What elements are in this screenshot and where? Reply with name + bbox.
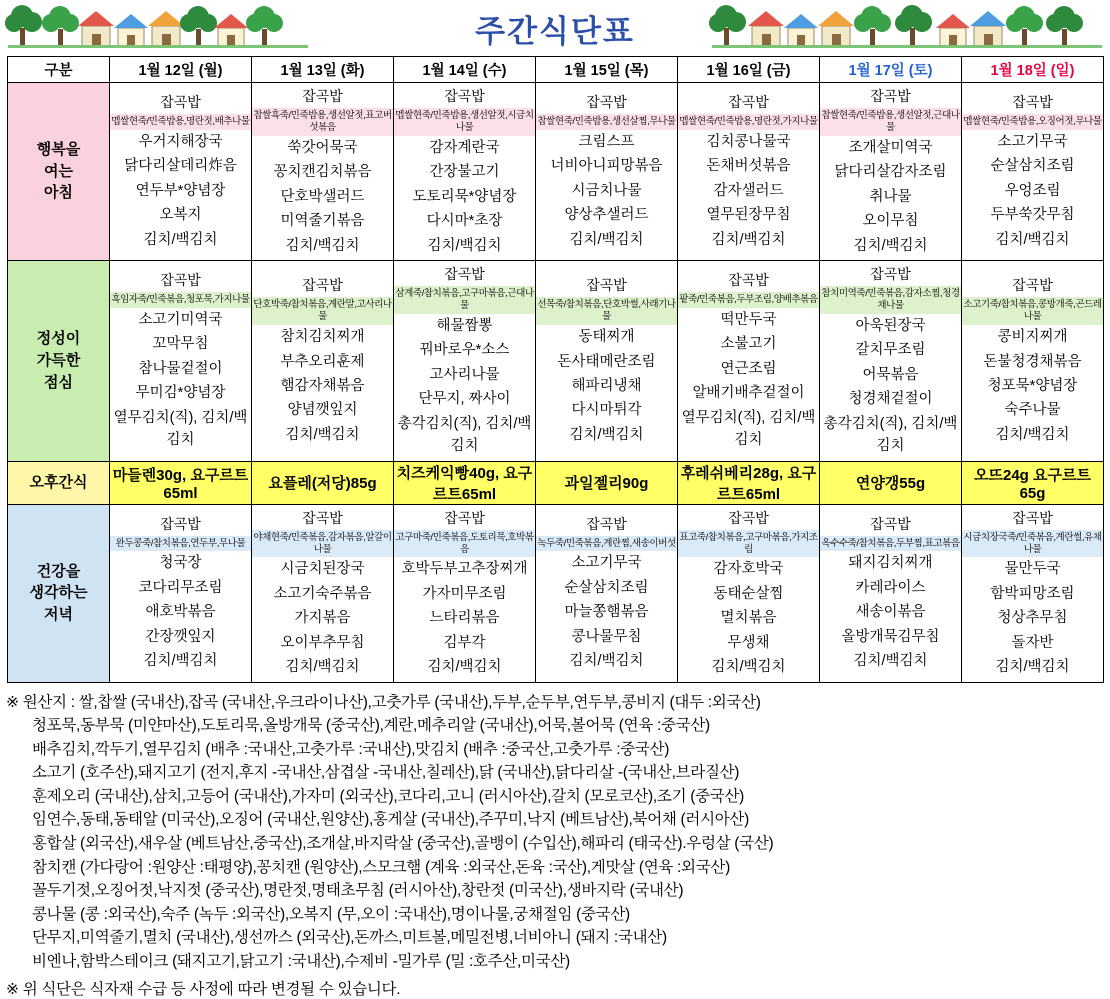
rice-label: 잡곡밥: [728, 509, 769, 526]
snack-cell-sun: 오뜨24g 요구르트65g: [962, 461, 1104, 504]
dish: 아욱된장국: [855, 317, 926, 334]
alternate-menu: 멥쌀현죽/민죽밥용,생선알젓,시금치나물: [394, 108, 535, 136]
rice-label: 잡곡밥: [586, 93, 627, 110]
dish: 참치김치찌개: [280, 329, 365, 346]
lunch-row: [8, 261, 1104, 462]
dish: 해물짬뽕: [436, 317, 493, 334]
snack-cell-thu: 과일젤리90g: [536, 461, 678, 504]
dish: 간장깻잎지: [145, 628, 216, 645]
dish: 소고기무국: [571, 555, 642, 572]
rice-label: 잡곡밥: [302, 277, 343, 294]
lunch-cell-sat: [820, 261, 962, 462]
rice-label: 잡곡밥: [160, 272, 201, 289]
alternate-menu: 단호박죽/참치볶음,계란말,고사리나물: [252, 297, 393, 325]
dish: 갈치무조림: [855, 342, 926, 359]
dish: 너비아니피망볶음: [550, 158, 663, 175]
dish: 청상추무침: [997, 610, 1068, 627]
dish: 두부쑥갓무침: [990, 207, 1075, 224]
dish: 동태순살찜: [713, 585, 784, 602]
dish: 쑥갓어묵국: [287, 139, 358, 156]
dish: 연두부*양념장: [135, 182, 226, 199]
dish: 돌자반: [1011, 634, 1054, 651]
snack-cell-wed: 치즈케익빵40g, 요구르트65ml: [394, 461, 536, 504]
origin-line: 홍합살 (외국산),새우살 (베트남산,중국산),조개살,바지락살 (중국산),골뱅이 (수입산),해파리 (태국산).우렁살 (국산): [32, 835, 774, 853]
dish: 참나물겉절이: [138, 360, 223, 377]
dish: 취나물: [869, 188, 912, 205]
dish: 김치/백김치: [285, 237, 360, 254]
dish: 총각김치(직), 김치/백김치: [397, 415, 532, 455]
dish: 열무김치(직), 김치/백김치: [681, 409, 816, 449]
dish: 김치/백김치: [569, 426, 644, 443]
origin-line: 배추김치,깍두기,열무김치 (배추 :국내산,고춧가루 :국내산),맛김치 (배추 :중국산,고춧가루 :중국산): [32, 740, 670, 758]
alternate-menu: 야채현죽/민죽볶음,감자볶음,알갈이나물: [252, 530, 393, 558]
rice-label: 잡곡밥: [870, 515, 911, 532]
rice-label: 잡곡밥: [870, 88, 911, 104]
dinner-cell-mon: [110, 504, 252, 682]
rice-label: 잡곡밥: [1012, 509, 1053, 526]
alternate-menu: 삼계죽/참치볶음,고구마볶음,근대나물: [394, 286, 535, 314]
dish: 도토리묵*양념장: [412, 188, 517, 205]
dish: 시금치된장국: [280, 561, 365, 578]
dish: 시금치나물: [571, 182, 642, 199]
rice-label: 잡곡밥: [728, 272, 769, 289]
dish: 소고기무국: [997, 133, 1068, 150]
origin-line: 임연수,동태,동태알 (미국산),오징어 (국내산,원양산),홍게살 (국내산),주꾸미,낙지 (베트남산),북어채 (러시아산): [32, 811, 749, 829]
dish: 애호박볶음: [145, 604, 216, 621]
dish: 해파리냉채: [571, 378, 642, 395]
dish: 느타리볶음: [429, 610, 500, 627]
dish: 김치/백김치: [853, 653, 928, 670]
dish: 김치/백김치: [285, 659, 360, 676]
dish: 김치/백김치: [427, 659, 502, 676]
lunch-cell-wed: [394, 261, 536, 462]
dish: 청국장: [159, 555, 202, 572]
column-header-wed: 1월 14일 (수): [394, 57, 536, 83]
lunch-cell-tue: [252, 261, 394, 462]
dish: 김부각: [443, 634, 486, 651]
page-title: 주간식단표: [475, 14, 635, 49]
alternate-menu: 표고죽/참치볶음,고구마볶음,가지조림: [678, 530, 819, 558]
alternate-menu: 선목죽/참치볶음,단호박썰,사래기나물: [536, 297, 677, 325]
rice-label: 잡곡밥: [1012, 93, 1053, 110]
dish: 무미김*양념장: [135, 385, 226, 402]
dish: 우거지해장국: [138, 133, 223, 150]
dish: 오복지: [159, 207, 202, 224]
decoration-houses-right: [712, 2, 1102, 52]
dish: 김치/백김치: [569, 231, 644, 248]
dish: 김치/백김치: [143, 653, 218, 670]
origin-notes: [6, 691, 1104, 974]
dish: 김치콩나물국: [706, 133, 791, 150]
footnote: ※ 위 식단은 식자재 수급 등 사정에 따라 변경될 수 있습니다.: [6, 981, 401, 999]
dish: 코다리무조림: [138, 579, 223, 596]
dish: 멸치볶음: [720, 610, 777, 627]
breakfast-cell-fri: [678, 83, 820, 261]
dish: 어묵볶음: [862, 366, 919, 383]
dish: 가지볶음: [294, 610, 351, 627]
breakfast-cell-tue: [252, 83, 394, 261]
column-header-sat: 1월 17일 (토): [820, 57, 962, 83]
dish: 함박피망조림: [990, 585, 1075, 602]
dish: 콩나물무침: [571, 628, 642, 645]
dish: 김치/백김치: [569, 653, 644, 670]
dish: 소고기숙주볶음: [273, 585, 372, 602]
dish: 돈불청경채볶음: [983, 353, 1082, 370]
lunch-cell-thu: [536, 261, 678, 462]
dish: 감자샐러드: [713, 182, 784, 199]
dish: 돈채버섯볶음: [706, 158, 791, 175]
alternate-menu: 고구마죽/민죽볶음,도토리묵,호박볶음: [394, 530, 535, 558]
alternate-menu: 참치미역죽/민죽볶음,감자소찜,청경채나물: [820, 286, 961, 314]
dish: 김치/백김치: [995, 426, 1070, 443]
dish: 숙주나물: [1004, 402, 1061, 419]
column-header-label: 구분: [8, 57, 110, 83]
breakfast-cell-sun: [962, 83, 1104, 261]
dish: 올방개묵김무침: [841, 628, 940, 645]
dish: 김치/백김치: [285, 426, 360, 443]
dish: 조개살미역국: [848, 139, 933, 156]
alternate-menu: 찹쌀흑죽/민죽밥용,생선알젓,표고버섯볶음: [252, 108, 393, 136]
dish: 양상추샐러드: [564, 207, 649, 224]
snack-row: [8, 461, 1104, 504]
dish: 순살삼치조림: [990, 158, 1075, 175]
alternate-menu: 팥죽/민죽볶음,두부조림,양배추볶음: [678, 292, 819, 308]
lunch-cell-sun: [962, 261, 1104, 462]
rice-label: 잡곡밥: [444, 266, 485, 283]
alternate-menu: 찹쌀현죽/민죽밥용,생선알젓,근대나물: [820, 108, 961, 136]
table-header-row: [8, 57, 1104, 83]
dish: 꿔바로우*소스: [419, 342, 510, 359]
row-label-lunch: [8, 261, 110, 462]
dish: 돈사태메란조림: [557, 353, 656, 370]
rice-label: 잡곡밥: [586, 277, 627, 294]
column-header-mon: 1월 12일 (월): [110, 57, 252, 83]
rice-label: 잡곡밥: [444, 88, 485, 104]
dish: 오이부추무침: [280, 634, 365, 651]
dinner-cell-wed: [394, 504, 536, 682]
dish: 단호박샐러드: [280, 188, 365, 205]
dish: 오이무침: [862, 213, 919, 230]
dish: 돼지김치찌개: [848, 555, 933, 572]
origin-line: 꼴두기젓,오징어젓,낙지젓 (중국산),명란젓,명태초무침 (러시아산),창란젓 (미국산),생바지락 (국내산): [32, 882, 684, 900]
dinner-cell-tue: [252, 504, 394, 682]
dish: 다시마튀각: [571, 402, 642, 419]
breakfast-row: [8, 83, 1104, 261]
dish: 새송이볶음: [855, 604, 926, 621]
dish: 꼬막무침: [152, 336, 209, 353]
dish: 콩비지찌개: [997, 329, 1068, 346]
alternate-menu: 시금치장국죽/민죽볶음,계란썰,유채나물: [962, 530, 1103, 558]
dish: 연근조림: [720, 360, 777, 377]
rice-label: 잡곡밥: [586, 515, 627, 532]
lunch-cell-mon: [110, 261, 252, 462]
dish: 청경채겉절이: [848, 391, 933, 408]
dish: 김치/백김치: [427, 237, 502, 254]
column-header-thu: 1월 15일 (목): [536, 57, 678, 83]
dish: 무생채: [727, 634, 770, 651]
dinner-label-text: 건강을 생각하는 저녁: [29, 562, 88, 624]
dish: 김치/백김치: [995, 659, 1070, 676]
dish: 총각김치(직), 김치/백김치: [823, 415, 958, 455]
dish: 물만두국: [1004, 561, 1061, 578]
dish: 떡만두국: [720, 311, 777, 328]
dinner-row: [8, 504, 1104, 682]
dish: 김치/백김치: [711, 231, 786, 248]
dish: 열무김치(직), 김치/백김치: [113, 409, 248, 449]
lunch-cell-fri: [678, 261, 820, 462]
breakfast-cell-sat: [820, 83, 962, 261]
snack-cell-sat: 연양갱55g: [820, 461, 962, 504]
page-header: [0, 0, 1110, 56]
alternate-menu: 녹두죽/민죽볶음,계란찜,새송이버섯: [536, 536, 677, 552]
dish: 열무된장무침: [706, 207, 791, 224]
rice-label: 잡곡밥: [302, 509, 343, 526]
origin-line: 비엔나,함박스테이크 (돼지고기,닭고기 :국내산),수제비 -밀가루 (밀 :호주산,미국산): [32, 952, 570, 970]
dish: 소고기미역국: [138, 311, 223, 328]
alternate-menu: 찹쌀현죽/민죽밥용,생선살찜,무나물: [536, 114, 677, 130]
weekly-menu-table: [7, 56, 1104, 683]
column-header-tue: 1월 13일 (화): [252, 57, 394, 83]
origin-line: 참치캔 (가다랑어 :원양산 :태평양),꽁치캔 (원양산),스모크햄 (계육 :외국산,돈육 :국산),게맛살 (연육 :외국산): [32, 858, 730, 876]
dinner-cell-fri: [678, 504, 820, 682]
column-header-fri: 1월 16일 (금): [678, 57, 820, 83]
dish: 부추오리훈제: [280, 353, 365, 370]
origin-line: 콩나물 (콩 :외국산),숙주 (녹두 :외국산),오복지 (무,오이 :국내산),명이나물,궁채절임 (중국산): [32, 905, 630, 923]
origin-line: 소고기 (호주산),돼지고기 (전지,후지 -국내산,삼겹살 -국내산,칠레산),닭 (국내산),닭다리살 -(국내산,브라질산): [32, 764, 740, 782]
dish: 감자호박국: [713, 561, 784, 578]
dinner-cell-sat: [820, 504, 962, 682]
alternate-menu: 소고기죽/참치볶음,콩방개죽,곤드레나물: [962, 297, 1103, 325]
breakfast-cell-mon: [110, 83, 252, 261]
dish: 꽁치캔김치볶음: [273, 164, 372, 181]
dish: 단무지, 짜사이: [418, 391, 511, 408]
dish: 닭다리살데리炸음: [124, 158, 237, 175]
dish: 김치/백김치: [711, 659, 786, 676]
rice-label: 잡곡밥: [444, 509, 485, 526]
rice-label: 잡곡밥: [1012, 277, 1053, 294]
row-label-snack: 오후간식: [8, 461, 110, 504]
snack-cell-tue: 요플레(저당)85g: [252, 461, 394, 504]
breakfast-cell-wed: [394, 83, 536, 261]
dish: 청포묵*양념장: [987, 378, 1078, 395]
origin-line: 청포묵,동부묵 (미얀마산),도토리묵,올방개묵 (중국산),계란,메추리알 (국내산),어묵,볼어묵 (연육 :중국산): [32, 717, 710, 735]
breakfast-label-text: 행복을 여는 아침: [36, 140, 81, 202]
rice-label: 잡곡밥: [302, 88, 343, 104]
alternate-menu: 멥쌀현죽/민죽밥용,명란젓,배추나물: [110, 114, 251, 130]
snack-cell-fri: 후레쉬베리28g, 요구르트65ml: [678, 461, 820, 504]
dish: 소불고기: [720, 336, 777, 353]
snack-cell-mon: 마들렌30g, 요구르트65ml: [110, 461, 252, 504]
origin-line: 훈제오리 (국내산),삼치,고등어 (국내산),가자미 (외국산),코다리,고니 (러시아산),갈치 (모로코산),조기 (중국산): [32, 787, 745, 805]
lunch-label-text: 정성이 가득한 점심: [36, 330, 81, 391]
dish: 가자미무조림: [422, 585, 507, 602]
column-header-sun: 1월 18일 (일): [962, 57, 1104, 83]
alternate-menu: 완두콩죽/참치볶음,연두부,무나물: [110, 536, 251, 552]
alternate-menu: 멥쌀현죽/민죽밥용,명란젓,가지나물: [678, 114, 819, 130]
breakfast-cell-thu: [536, 83, 678, 261]
alternate-menu: 옥수수죽/참치볶음,두부찜,표고볶음: [820, 536, 961, 552]
dish: 김치/백김치: [995, 231, 1070, 248]
dish: 닭다리살감자조림: [834, 164, 947, 181]
rice-label: 잡곡밥: [160, 515, 201, 532]
row-label-breakfast: [8, 83, 110, 261]
rice-label: 잡곡밥: [160, 93, 201, 110]
dish: 알배기배추겉절이: [692, 385, 805, 402]
dish: 감자계란국: [429, 139, 500, 156]
dish: 미역줄기볶음: [280, 213, 365, 230]
dinner-cell-sun: [962, 504, 1104, 682]
dish: 동태찌개: [578, 329, 635, 346]
dish: 김치/백김치: [853, 237, 928, 254]
dish: 크림스프: [578, 133, 635, 150]
dish: 김치/백김치: [143, 231, 218, 248]
rice-label: 잡곡밥: [728, 93, 769, 110]
rice-label: 잡곡밥: [870, 266, 911, 283]
row-label-dinner: [8, 504, 110, 682]
dish: 마늘쫑햄볶음: [564, 604, 649, 621]
dish: 고사리나물: [429, 366, 500, 383]
alternate-menu: 흑임자죽/민죽볶음,청포묵,가지나물: [110, 292, 251, 308]
dish: 다시마*초장: [426, 213, 503, 230]
dish: 순살삼치조림: [564, 579, 649, 596]
dish: 카레라이스: [855, 579, 926, 596]
alternate-menu: 멥쌀현죽/민죽밥용,오징어젓,무나물: [962, 114, 1103, 130]
dinner-cell-thu: [536, 504, 678, 682]
dish: 햄감자채볶음: [280, 378, 365, 395]
dish: 간장불고기: [429, 164, 500, 181]
origin-line: 단무지,미역줄기,멸치 (국내산),생선까스 (외국산),돈까스,미트볼,메밀전병,너비아니 (돼지 :국내산): [32, 929, 667, 947]
origin-line: ※ 원산지 : 쌀,찹쌀 (국내산),잡곡 (국내산,우크라이나산),고춧가루 (국내산),두부,순두부,연두부,콩비지 (대두 :외국산): [6, 693, 761, 711]
dish: 양념깻잎지: [287, 402, 358, 419]
dish: 우엉조림: [1004, 182, 1061, 199]
dish: 호박두부고추장찌개: [401, 561, 528, 578]
